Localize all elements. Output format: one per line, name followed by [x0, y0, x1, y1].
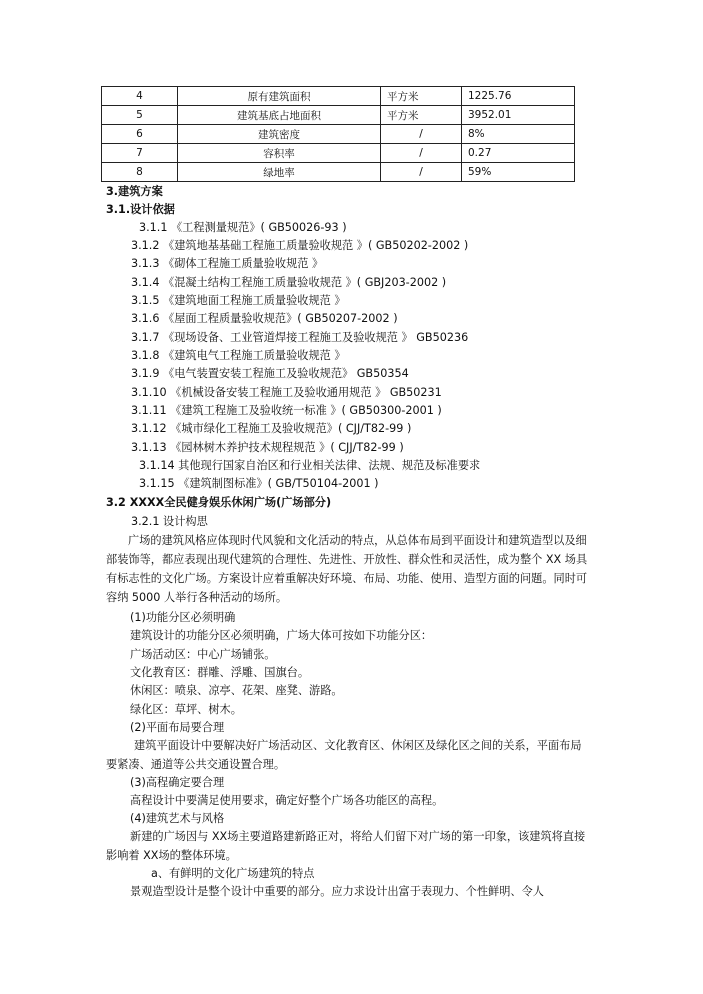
paragraph-art-style: 新建的广场因与 XX场主要道路建新路正对，将给人们留下对广场的第一印象，该建筑将直接影响着 XX场的整体环境。	[106, 830, 586, 862]
zone-line: 文化教育区：群雕、浮雕、国旗台。	[130, 666, 310, 679]
row-unit: /	[381, 144, 462, 163]
reference-item: 3.1.9 《电气装置安装工程施工及验收规范》 GB50354	[131, 367, 409, 380]
table-row	[102, 125, 575, 144]
reference-item: 3.1.3 《砌体工程施工质量验收规范 》	[131, 257, 324, 270]
row-value: 1225.76	[462, 87, 575, 106]
row-item: 绿地率	[178, 163, 381, 182]
heading-3: 3.建筑方案	[106, 185, 163, 198]
paragraph-elevation: 高程设计中要满足使用要求，确定好整个广场各功能区的高程。	[130, 794, 444, 807]
zone-line: 休闲区：喷泉、凉亭、花架、座凳、游路。	[130, 684, 343, 697]
paragraph-landscape: 景观造型设计是整个设计中重要的部分。应力求设计出富于表现力、个性鲜明、令人	[130, 885, 544, 898]
row-value: 59%	[462, 163, 575, 182]
heading-3-1: 3.1.设计依据	[106, 203, 175, 216]
reference-item: 3.1.6 《屋面工程质量验收规范》( GB50207-2002 )	[131, 312, 398, 325]
row-number: 5	[102, 106, 178, 125]
table-row	[102, 163, 575, 182]
row-value: 3952.01	[462, 106, 575, 125]
row-number: 8	[102, 163, 178, 182]
zone-line: 广场活动区：中心广场铺张。	[130, 648, 276, 661]
row-item: 建筑基底占地面积	[178, 106, 381, 125]
subheading-art-style: (4)建筑艺术与风格	[130, 812, 225, 825]
row-value: 0.27	[462, 144, 575, 163]
row-unit: /	[381, 163, 462, 182]
row-number: 6	[102, 125, 178, 144]
row-value: 8%	[462, 125, 575, 144]
reference-item: 3.1.4 《混凝土结构工程施工质量验收规范 》( GBJ203-2002 )	[131, 276, 447, 289]
heading-3-2-1: 3.2.1 设计构思	[131, 515, 208, 528]
heading-3-2: 3.2 XXXX全民健身娱乐休闲广场(广场部分)	[106, 496, 332, 509]
row-item: 容积率	[178, 144, 381, 163]
reference-item: 3.1.1 《工程测量规范》( GB50026-93 )	[139, 221, 347, 234]
reference-item: 3.1.13 《园林树木养护技术规程规范 》( CJJ/T82-99 )	[131, 441, 404, 454]
row-number: 4	[102, 87, 178, 106]
row-number: 7	[102, 144, 178, 163]
reference-item: 3.1.12 《城市绿化工程施工及验收规范》( CJJ/T82-99 )	[131, 422, 412, 435]
reference-item: 3.1.5 《建筑地面工程施工质量验收规范 》	[131, 294, 346, 307]
reference-item: 3.1.2 《建筑地基基础工程施工质量验收规范 》( GB50202-2002 )	[131, 239, 469, 252]
reference-item: 3.1.7 《现场设备、工业管道焊接工程施工及验收规范 》 GB50236	[131, 331, 469, 344]
reference-item: 3.1.14 其他现行国家自治区和行业相关法律、法规、规范及标准要求	[139, 459, 481, 472]
reference-item: 3.1.8 《建筑电气工程施工质量验收规范 》	[131, 349, 346, 362]
subheading-layout: (2)平面布局要合理	[130, 721, 225, 734]
row-unit: /	[381, 125, 462, 144]
table-row	[102, 87, 575, 106]
row-unit: 平方米	[381, 106, 462, 125]
subheading-elevation: (3)高程确定要合理	[130, 776, 225, 789]
paragraph-layout: 建筑平面设计中要解决好广场活动区、文化教育区、休闲区及绿化区之间的关系，平面布局要紧凑、通道等公共交通设置合理。	[106, 739, 582, 771]
table-row	[102, 106, 575, 125]
row-unit: 平方米	[381, 87, 462, 106]
row-item: 建筑密度	[178, 125, 381, 144]
paragraph-design-concept: 广场的建筑风格应体现时代风貌和文化活动的特点，从总体布局到平面设计和建筑造型以及细部装饰等，都应表现出现代建筑的合理性、先进性、开放性、群众性和灵活性，成为整个 XX 场具有标志性的文化广场。方案设计应着重解决好环境、布局、功能、使用、造型方面的问题。同时可容纳 5000 人举行各种活动的场所。	[106, 534, 588, 604]
indicator-table	[101, 86, 575, 182]
reference-item: 3.1.15 《建筑制图标准》( GB/T50104-2001 )	[139, 477, 379, 490]
table-row	[102, 144, 575, 163]
subheading-a: a、有鲜明的文化广场建筑的特点	[151, 867, 315, 880]
zone-line: 绿化区：草坪、树木。	[130, 703, 242, 716]
reference-item: 3.1.10 《机械设备安装工程施工及验收通用规范 》 GB50231	[131, 386, 442, 399]
zone-line: 建筑设计的功能分区必须明确，广场大体可按如下功能分区：	[130, 629, 433, 642]
reference-item: 3.1.11 《建筑工程施工及验收统一标准 》( GB50300-2001 )	[131, 404, 442, 417]
subheading-functional-zones: (1)功能分区必须明确	[130, 611, 236, 624]
row-item: 原有建筑面积	[178, 87, 381, 106]
